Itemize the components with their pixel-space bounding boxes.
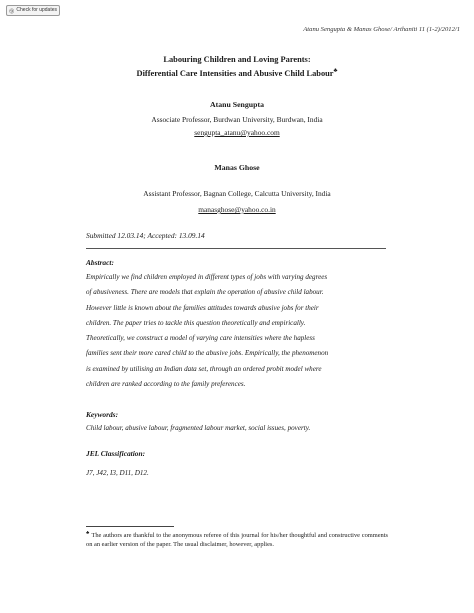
- abstract-line: However little is known about the families attitudes towards abusive jobs for their: [86, 303, 319, 312]
- abstract-line: of abusiveness. There are models that explain the operation of abusive child labour.: [86, 288, 324, 297]
- abstract-line: children are ranked according to the family preferences.: [86, 380, 246, 389]
- footnote-text: The authors are thankful to the anonymous referee of this journal for his/her thoughtful and constructive comments on an earlier version of the paper. The usual disclaimer, however, applies.: [86, 532, 389, 549]
- abstract-line: Empirically we find children employed in different types of jobs with varying degrees: [86, 273, 328, 281]
- abstract-body: [86, 270, 388, 392]
- refresh-icon: [9, 7, 14, 15]
- jel-codes: J7, J42, I3, D11, D12.: [86, 469, 149, 477]
- author-name-2: Manas Ghose: [214, 163, 260, 172]
- author-email-link-1[interactable]: sengupta_atanu@yahoo.com: [194, 128, 280, 137]
- paper-title-line-2: [0, 69, 474, 78]
- submission-dates: Submitted 12.03.14; Accepted: 13.09.14: [86, 231, 205, 240]
- paper-title-text: Differential Care Intensities and Abusive Child Labour: [136, 69, 334, 78]
- abstract-line: Theoretically, we construct a model of varying care intensities where the hapless: [86, 334, 315, 343]
- abstract-heading: Abstract:: [86, 258, 114, 267]
- paper-title-line-1: Labouring Children and Loving Parents:: [163, 55, 311, 64]
- badge-label: Check for updates: [16, 7, 57, 13]
- title-footnote-marker: ♣: [333, 68, 338, 75]
- jel-heading: JEL Classification:: [86, 449, 146, 458]
- abstract-line: is examined by utilising an Indian data set, through an ordered probit model where: [86, 364, 322, 373]
- keywords-heading: Keywords:: [86, 410, 119, 419]
- abstract-line: families sent their more cared child to the abusive jobs. Empirically, the phenomenon: [86, 349, 329, 358]
- section-divider: [86, 248, 386, 249]
- author-affiliation-1: Associate Professor, Burdwan University, Burdwan, India: [151, 115, 323, 124]
- author-affiliation-2: Assistant Professor, Bagnan College, Calcutta University, India: [143, 189, 331, 198]
- running-head: Atanu Sengupta & Manas Ghose/ Arthaniti 11 (1-2)/2012/1: [303, 26, 460, 33]
- check-for-updates-badge[interactable]: [6, 5, 60, 16]
- footnote-rule: [86, 526, 174, 527]
- author-email-link-2[interactable]: manasghose@yahoo.co.in: [198, 205, 276, 214]
- abstract-line: children. The paper tries to tackle this question theoretically and empirically.: [86, 318, 306, 327]
- footnote-marker: ♣: [86, 530, 90, 536]
- keywords-text: Child labour, abusive labour, fragmented labour market, social issues, poverty.: [86, 424, 311, 432]
- author-email-2-wrap: [0, 205, 474, 214]
- author-email-1-wrap: [0, 128, 474, 137]
- footnote: [86, 531, 388, 550]
- author-name-1: Atanu Sengupta: [210, 100, 264, 109]
